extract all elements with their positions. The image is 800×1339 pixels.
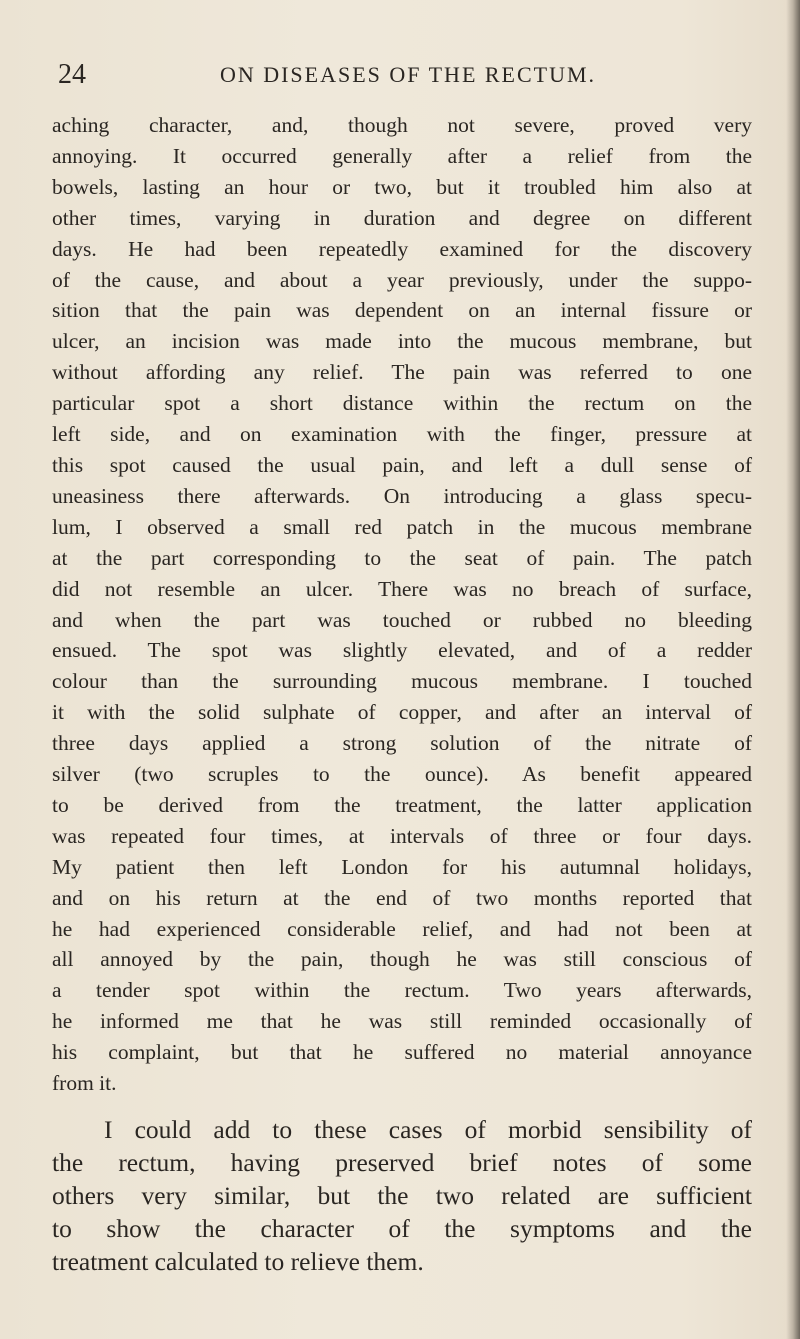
- text-line: the rectum, having preserved brief notes of some: [52, 1148, 752, 1177]
- text-line: left side, and on examination with the finger, pressure at: [52, 422, 752, 447]
- text-line: he had experienced considerable relief, and had not been at: [52, 916, 752, 941]
- text-line: lum, I observed a small red patch in the mucous membrane: [52, 514, 752, 539]
- page-header: [58, 58, 758, 92]
- text-line: was repeated four times, at intervals of three or four days.: [52, 823, 752, 848]
- text-line: sition that the pain was dependent on an internal fissure or: [52, 298, 752, 323]
- text-line: he informed me that he was still reminded occasionally of: [52, 1009, 752, 1034]
- text-line: to show the character of the symptoms and the: [52, 1214, 752, 1243]
- text-line: days. He had been repeatedly examined for the discovery: [52, 236, 752, 261]
- text-line: it with the solid sulphate of copper, and after an interval of: [52, 700, 752, 725]
- text-line: treatment calculated to relieve them.: [52, 1247, 424, 1276]
- text-line: ensued. The spot was slightly elevated, and of a redder: [52, 638, 752, 663]
- text-line: particular spot a short distance within the rectum on the: [52, 391, 752, 416]
- body-text: [52, 110, 752, 1278]
- text-line: I could add to these cases of morbid sensibility of: [104, 1115, 752, 1144]
- page-edge-shadow: [786, 0, 800, 1339]
- text-line: his complaint, but that he suffered no material annoyance: [52, 1040, 752, 1065]
- text-line: and when the part was touched or rubbed no bleeding: [52, 607, 752, 632]
- text-line: all annoyed by the pain, though he was still conscious of: [52, 947, 752, 972]
- running-head: ON DISEASES OF THE RECTUM.: [219, 62, 597, 87]
- text-line: bowels, lasting an hour or two, but it troubled him also at: [52, 174, 752, 199]
- paragraph-case-report: [52, 110, 752, 1099]
- text-line: aching character, and, though not severe, proved very: [52, 113, 752, 137]
- text-line: from it.: [52, 1071, 117, 1096]
- text-line: and on his return at the end of two months reported that: [52, 885, 752, 910]
- text-line: silver (two scruples to the ounce). As benefit appeared: [52, 762, 752, 787]
- text-line: annoying. It occurred generally after a relief from the: [52, 143, 752, 168]
- text-line: others very similar, but the two related are sufficient: [52, 1181, 752, 1210]
- text-line: ulcer, an incision was made into the mucous membrane, but: [52, 329, 752, 354]
- text-line: of the cause, and about a year previously, under the suppo-: [52, 267, 752, 292]
- text-line: My patient then left London for his autumnal holidays,: [52, 854, 752, 879]
- text-line: three days applied a strong solution of the nitrate of: [52, 731, 752, 756]
- page-number: 24: [58, 59, 86, 90]
- paragraph-closing-remarks: [52, 1113, 752, 1278]
- text-line: to be derived from the treatment, the latter application: [52, 792, 752, 817]
- text-line: uneasiness there afterwards. On introducing a glass specu-: [52, 483, 752, 508]
- text-line: at the part corresponding to the seat of pain. The patch: [52, 545, 752, 570]
- text-line: did not resemble an ulcer. There was no breach of surface,: [52, 576, 752, 601]
- text-line: this spot caused the usual pain, and left a dull sense of: [52, 452, 752, 477]
- text-line: colour than the surrounding mucous membrane. I touched: [52, 669, 752, 694]
- text-line: without affording any relief. The pain was referred to one: [52, 360, 752, 385]
- text-line: other times, varying in duration and degree on different: [52, 205, 752, 230]
- text-line: a tender spot within the rectum. Two years afterwards,: [52, 978, 752, 1003]
